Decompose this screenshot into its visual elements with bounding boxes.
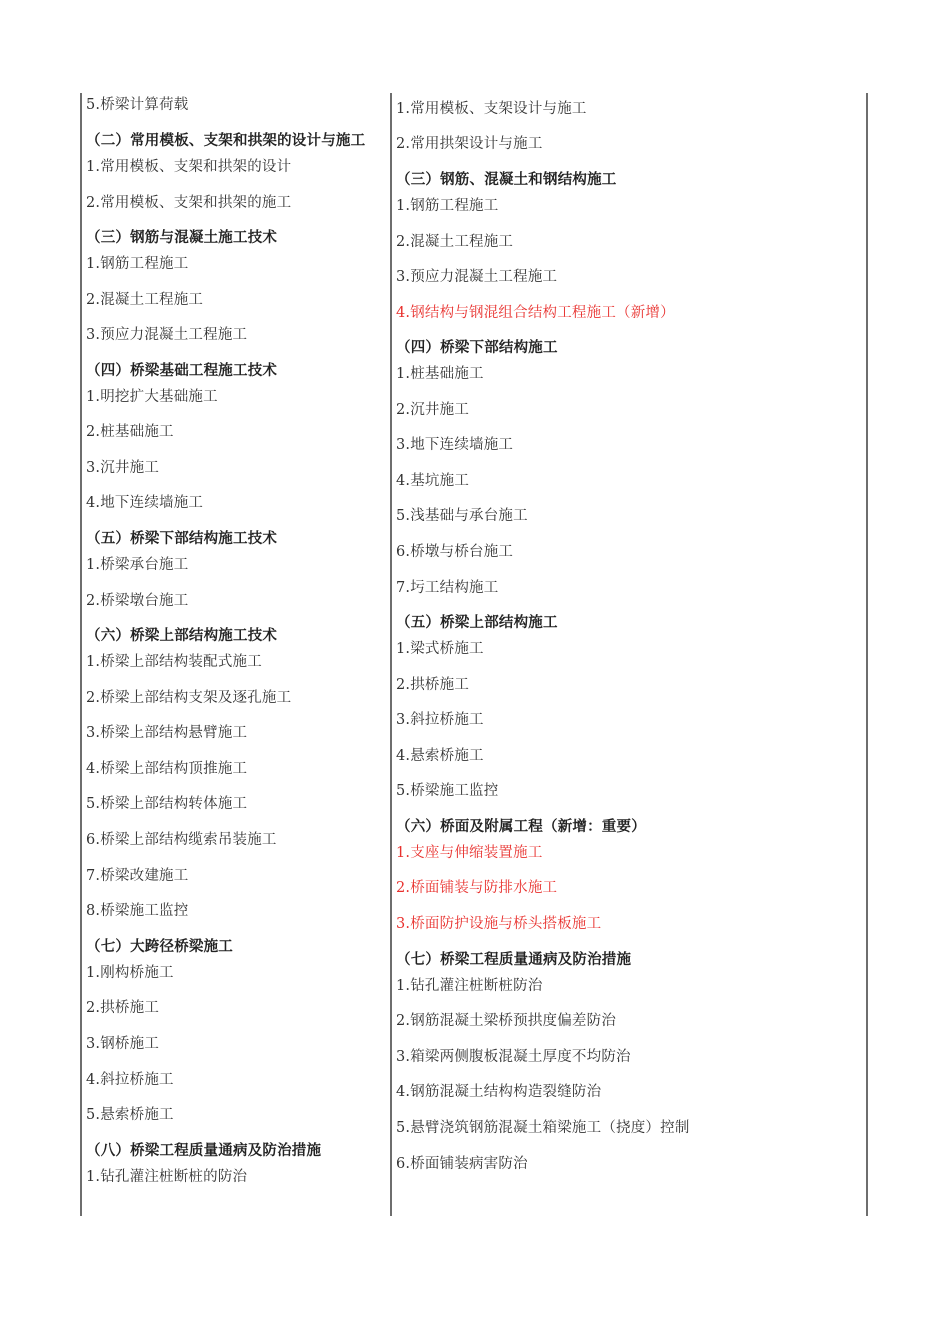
list-item: 2.混凝土工程施工 <box>396 234 514 250</box>
list-item: 3.地下连续墙施工 <box>396 437 514 453</box>
list-item: 2.桥面铺装与防排水施工 <box>396 880 558 896</box>
list-item: 5.桥梁上部结构转体施工 <box>86 796 248 812</box>
list-item: 5.桥梁施工监控 <box>396 783 499 799</box>
list-item: 2.拱桥施工 <box>396 677 470 693</box>
list-item: 5.桥梁计算荷载 <box>86 97 189 113</box>
left-border-rule <box>80 93 82 1216</box>
section-heading: （八）桥梁工程质量通病及防治措施 <box>86 1142 322 1159</box>
list-item: 1.桥梁上部结构装配式施工 <box>86 654 262 670</box>
list-item: 6.桥墩与桥台施工 <box>396 544 514 560</box>
list-item: 3.桥面防护设施与桥头搭板施工 <box>396 916 602 932</box>
list-item: 1.桥梁承台施工 <box>86 557 189 573</box>
right-border-rule <box>866 93 868 1216</box>
list-item: 3.钢桥施工 <box>86 1036 160 1052</box>
list-item: 2.钢筋混凝土梁桥预拱度偏差防治 <box>396 1013 617 1029</box>
list-item: 4.斜拉桥施工 <box>86 1072 174 1088</box>
list-item: 5.悬索桥施工 <box>86 1107 174 1123</box>
list-item: 2.拱桥施工 <box>86 1000 160 1016</box>
list-item: 4.桥梁上部结构顶推施工 <box>86 761 248 777</box>
list-item: 8.桥梁施工监控 <box>86 903 189 919</box>
list-item: 2.沉井施工 <box>396 402 470 418</box>
list-item: 6.桥梁上部结构缆索吊装施工 <box>86 832 277 848</box>
section-heading: （六）桥面及附属工程（新增：重要） <box>396 818 646 835</box>
list-item: 1.钢筋工程施工 <box>396 198 499 214</box>
list-item: 2.桥梁墩台施工 <box>86 593 189 609</box>
list-item: 2.常用拱架设计与施工 <box>396 136 543 152</box>
list-item: 4.钢结构与钢混组合结构工程施工（新增） <box>396 305 675 321</box>
section-heading: （五）桥梁上部结构施工 <box>396 614 558 631</box>
section-heading: （二）常用模板、支架和拱架的设计与施工 <box>86 132 366 149</box>
section-heading: （四）桥梁下部结构施工 <box>396 339 558 356</box>
list-item: 2.桥梁上部结构支架及逐孔施工 <box>86 690 292 706</box>
section-heading: （七）大跨径桥梁施工 <box>86 938 233 955</box>
column-divider-rule <box>390 93 392 1216</box>
section-heading: （四）桥梁基础工程施工技术 <box>86 362 278 379</box>
list-item: 1.常用模板、支架和拱架的设计 <box>86 159 292 175</box>
section-heading: （六）桥梁上部结构施工技术 <box>86 627 278 644</box>
section-heading: （三）钢筋与混凝土施工技术 <box>86 229 278 246</box>
list-item: 1.梁式桥施工 <box>396 641 484 657</box>
list-item: 2.常用模板、支架和拱架的施工 <box>86 195 292 211</box>
list-item: 1.支座与伸缩装置施工 <box>396 845 543 861</box>
list-item: 3.沉井施工 <box>86 460 160 476</box>
list-item: 6.桥面铺装病害防治 <box>396 1156 528 1172</box>
list-item: 2.混凝土工程施工 <box>86 292 204 308</box>
list-item: 1.明挖扩大基础施工 <box>86 389 218 405</box>
list-item: 1.刚构桥施工 <box>86 965 174 981</box>
list-item: 1.钻孔灌注桩断桩的防治 <box>86 1169 248 1185</box>
list-item: 1.常用模板、支架设计与施工 <box>396 101 587 117</box>
list-item: 1.桩基础施工 <box>396 366 484 382</box>
list-item: 4.钢筋混凝土结构构造裂缝防治 <box>396 1084 602 1100</box>
list-item: 4.悬索桥施工 <box>396 748 484 764</box>
section-heading: （三）钢筋、混凝土和钢结构施工 <box>396 171 617 188</box>
list-item: 3.预应力混凝土工程施工 <box>396 269 558 285</box>
list-item: 3.箱梁两侧腹板混凝土厚度不均防治 <box>396 1049 631 1065</box>
list-item: 1.钻孔灌注桩断桩防治 <box>396 978 543 994</box>
list-item: 3.预应力混凝土工程施工 <box>86 327 248 343</box>
list-item: 2.桩基础施工 <box>86 424 174 440</box>
list-item: 5.浅基础与承台施工 <box>396 508 528 524</box>
list-item: 1.钢筋工程施工 <box>86 256 189 272</box>
section-heading: （七）桥梁工程质量通病及防治措施 <box>396 951 632 968</box>
list-item: 4.地下连续墙施工 <box>86 495 204 511</box>
list-item: 5.悬臂浇筑钢筋混凝土箱梁施工（挠度）控制 <box>396 1120 690 1136</box>
list-item: 3.斜拉桥施工 <box>396 712 484 728</box>
section-heading: （五）桥梁下部结构施工技术 <box>86 530 278 547</box>
list-item: 4.基坑施工 <box>396 473 470 489</box>
list-item: 7.桥梁改建施工 <box>86 868 189 884</box>
list-item: 3.桥梁上部结构悬臂施工 <box>86 725 248 741</box>
list-item: 7.圬工结构施工 <box>396 580 499 596</box>
